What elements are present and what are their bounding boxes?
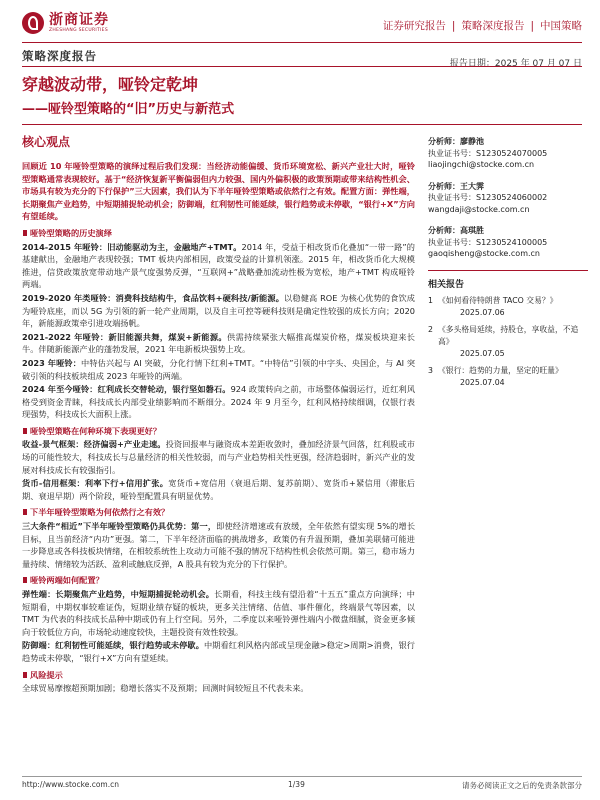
- footer-divider: [22, 776, 582, 777]
- related-report-item[interactable]: 1 《如何看待特朗普 TACO 交易？》 2025.07.06: [428, 295, 558, 317]
- company-logo: [22, 12, 109, 34]
- header-divider: [22, 42, 582, 43]
- header-tag: 证券研究报告: [382, 20, 446, 32]
- analyst-name: 分析师：廖静池: [428, 137, 484, 146]
- header-tags: 证券研究报告 | 策略深度报告 | 中国策略: [382, 20, 582, 32]
- analyst-cert: 执业证书号：S1230524100005: [428, 237, 548, 247]
- related-report-date: 2025.07.06: [460, 307, 505, 317]
- section-paragraph: 弹性端：长期聚焦产业趋势，中短期捕捉轮动机会。长期看，科技主线有望沿着“十五五”重点方向演绎；中短期看，中期权事较难证伪，短期业绩存疑的板块，更多关注情绪、估值、事件催化，终端景气等因素，以 TMT 为代表的科技成长品种中期或仍有上行空间。另外，二季度以来哑铃弹性端内小微盘细腻，资金更多倾向于较低位方向，市场轮动速度较快，主题投资有效性较强。: [22, 589, 415, 637]
- report-subtitle: ——哑铃型策略的“旧”历史与新范式: [22, 102, 235, 117]
- section-heading: 风险提示: [30, 669, 415, 682]
- header-tag: 中国策略: [540, 20, 582, 32]
- footer-disclaimer: 请务必阅读正文之后的免责条款部分: [462, 781, 582, 790]
- analyst-email[interactable]: gaoqisheng@stocke.com.cn: [428, 249, 540, 258]
- main-column: [22, 136, 415, 695]
- page-header: [22, 12, 582, 38]
- section-paragraph: 2024 年至今哑铃：红利成长交替轮动，银行坚如磐石。924 政策转向之前，市场整体偏弱运行，近红利风格受到资金青睐，科技成长内部受业绩影响而不断细分。2024 年 9 月至今，红利风格持续细调，仅银行表现强势，科技成长大面积上涨。: [22, 384, 416, 420]
- related-report-title[interactable]: 《银行：趋势的力量，坚定的旺量》: [438, 365, 563, 375]
- core-viewpoint-heading: 核心观点: [22, 135, 71, 149]
- section-paragraph: 2014-2015 年哑铃：旧动能驱动为主，金融地产+TMT。2014 年，受益于相改货币化叠加“一带一路”的基建献出，金融地产表现较强；TMT 板块内部相因，政策受益的计算机领涨。2015 年，相改货币化大规模推进，信贷政策放宽带动地产景气度强势反弹，“互联网+”战略叠加流动性极为宽松，地产+TMT 构成哑铃两端。: [22, 241, 415, 290]
- section-paragraph: 防御端：红利韧性可能延续，银行趋势或未停歇。中期看红利风格内部或呈现金融>稳定>周期>消费，银行趋势或未停歇，“银行+X”方向有望延续。: [22, 640, 415, 663]
- section-paragraph: 货币-信用框架：利率下行+信用扩张。宽货币+宽信用（衰退后期、复苏前期）、宽货币+紧信用（滞胀后期、衰退早期）两个阶段，哑铃型配置具有明显优势。: [22, 478, 415, 501]
- section-paragraph: 全球贸易摩擦超预期加剧；稳增长落实不及预期；回测时间较短且不代表未来。: [22, 683, 309, 694]
- sidebar: [428, 136, 588, 389]
- section-paragraph: 2023 年哑铃：中特估兴起与 AI 突破，分化行情下红利+TMT。“中特估”引领的中字头、央国企，与 AI 突破引领的科技板块组成 2023 年哑铃的两端。: [22, 357, 416, 381]
- title-divider-bottom: [22, 124, 582, 125]
- related-report-item[interactable]: 2 《多头格局延续，持股仓，享收益，不追高》 2025.07.05: [428, 324, 588, 360]
- analyst-cert: 执业证书号：S1230524070005: [428, 148, 548, 158]
- related-report-date: 2025.07.04: [460, 377, 505, 387]
- section-paragraph: 2021-2022 年哑铃：新旧能源共舞，煤炭+新能源。供需持续紧张大幅推高煤炭价格，煤炭板块迎来长牛。伴随新能源产业的蓬勃发展，2021 年电新板块强势上攻。: [22, 331, 415, 355]
- section-heading: 哑铃两端如何配置？: [30, 574, 415, 587]
- section-heading: 哑铃型策略的历史演绎: [30, 227, 415, 240]
- analyst-email[interactable]: wangdaji@stocke.com.cn: [428, 204, 530, 214]
- logo-en-text: ZHESHANG SECURITIES: [49, 27, 108, 33]
- analyst-card: [428, 136, 588, 171]
- related-report-date: 2025.07.05: [460, 348, 505, 358]
- analyst-name: 分析师：王大霁: [428, 181, 484, 191]
- strategy-label: 策略深度报告: [22, 49, 97, 63]
- header-tag: 策略深度报告: [461, 20, 525, 32]
- footer-page-number: 1/39: [288, 780, 305, 789]
- section-heading: 哑铃型策略在何种环境下表现更好？: [30, 425, 415, 438]
- report-title: 穿越波动带，哑铃定乾坤: [22, 75, 199, 94]
- related-reports-heading: 相关报告: [428, 270, 588, 290]
- analyst-name: 分析师：高琪胜: [428, 226, 484, 235]
- related-report-item[interactable]: 3 《银行：趋势的力量，坚定的旺量》 2025.07.04: [428, 365, 563, 387]
- analyst-email[interactable]: liaojingchi@stocke.com.cn: [428, 160, 535, 169]
- analyst-cert: 执业证书号：S1230524060002: [428, 193, 548, 202]
- analyst-card: [428, 225, 588, 260]
- title-divider-top: [22, 66, 582, 67]
- section-paragraph: 2019-2020 年类哑铃：消费科技结构牛，食品饮料+硬科技/新能源。以稳健高 ROE 为核心优势的食饮成为哑铃底座，而以 5G 为引领的新一轮产业周期，以及自主可控等硬科技则是确定性较强的成长方向；2020 年，新能源政策牵引进攻端扬帆。: [22, 292, 415, 329]
- related-report-title[interactable]: 《如何看待特朗普 TACO 交易？》: [438, 295, 558, 305]
- logo-icon: [22, 12, 44, 34]
- section-paragraph: 收益-景气框架：经济偏弱+产业走速。投资回报率与融资成本差距收敛时，叠加经济景气回落，红利股或市场的可能性较大，科技成长与总量经济的相关性较弱，而与产业趋势相关性更强，经济趋弱时，新兴产业的发展对科技成长有较强指引。: [22, 439, 416, 475]
- related-report-title[interactable]: 《多头格局延续，持股仓，享收益，不追高》: [438, 324, 579, 346]
- footer-site-link[interactable]: http://www.stocke.com.cn: [22, 780, 119, 789]
- report-date: 报告日期：2025 年 07 月 07 日: [449, 59, 582, 69]
- logo-cn-text: 浙商证券: [49, 11, 109, 28]
- analyst-card: [428, 181, 588, 216]
- section-paragraph: 三大条件“相近”下半年哑铃型策略仍具优势：第一，即使经济增速或有放缓，全年依然有望实现 5%的增长目标，且当前经济“内功”更强。第二，下半年经济面临的挑战增多，政策仍有升温预期，叠加美联储可能进一步降息或各科技板块情绪，在相较系统性上攻动力可能不强的情况下结构性机会依然可期。第三，稳市场力量持续、情绪较为活跃、盈利或触底反弹，A 股具有较为充分的下行保护。: [22, 521, 416, 569]
- intro-paragraph: 回顾近 10 年哑铃型策略的演绎过程后我们发现：当经济动能偏缓、货币环境宽松、新兴产业壮大时，哑铃型策略通常表现较好。基于“经济恢复新平衡偏弱但内力较强、国内外偏积极的政策预期或带来结构性机会、市场具有较为充分的下行保护”三大因素，我们认为下半年哑铃型策略或依然行之有效。配置方面：弹性端，长期聚焦产业趋势，中短期捕捉轮动机会；防御端，红利韧性可能延续，银行趋势或未停歇，“银行+X”方向有望延续。: [22, 161, 415, 222]
- section-heading: 下半年哑铃型策略为何依然行之有效？: [30, 506, 415, 519]
